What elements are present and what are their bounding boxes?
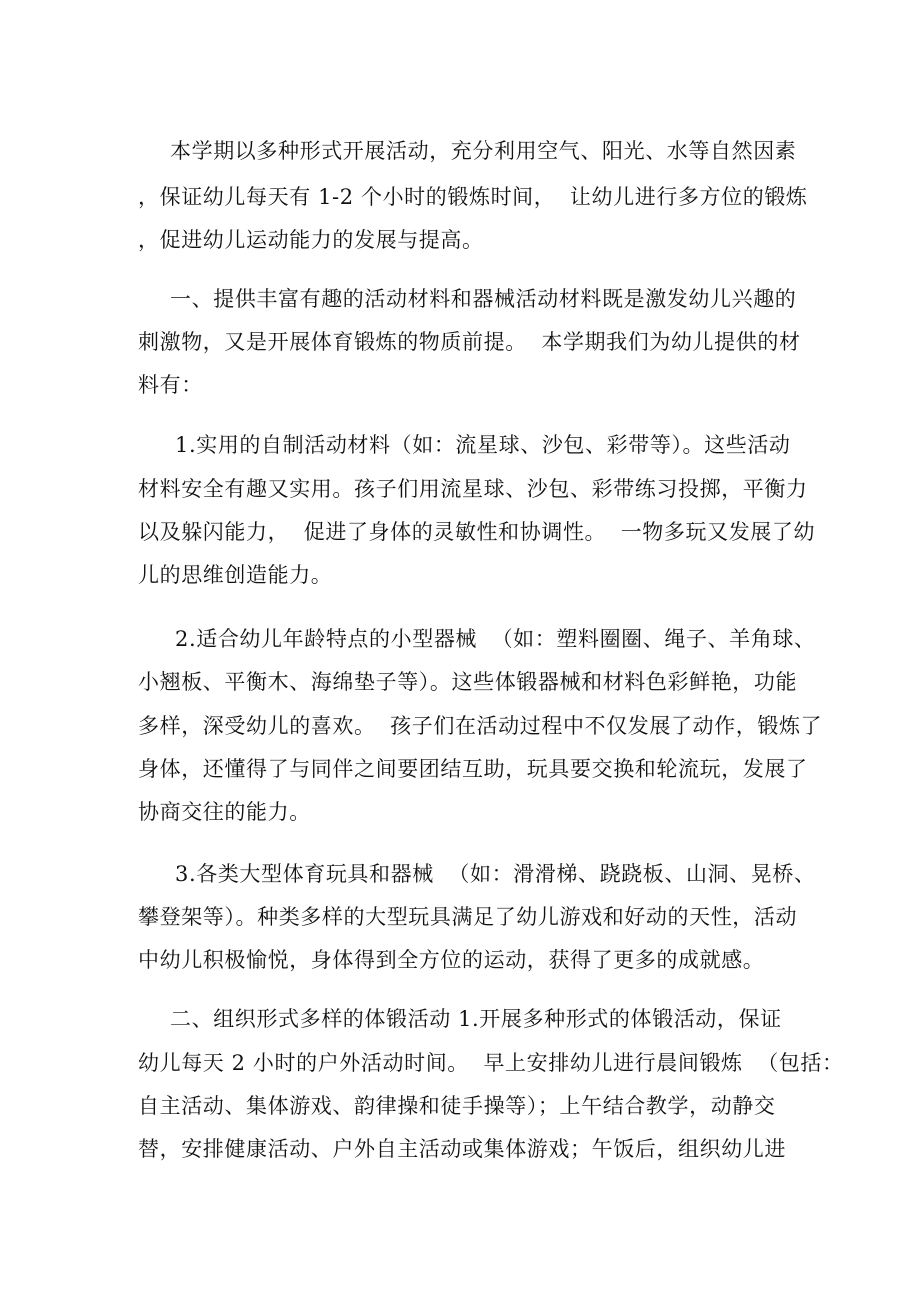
text-line: 协商交往的能力。 [138, 800, 311, 824]
text-line: 材料安全有趣又实用。孩子们用流星球、沙包、彩带练习投掷，平衡力 [138, 477, 808, 501]
text-line: 二、组织形式多样的体锻活动 1.开展多种形式的体锻活动，保证 [170, 1007, 782, 1031]
text-line: 多样，深受幼儿的喜欢。 孩子们在活动过程中不仅发展了动作，锻炼了 [138, 714, 823, 738]
text-line: 中幼儿积极愉悦，身体得到全方位的运动，获得了更多的成就感。 [138, 948, 765, 972]
text-line: 2.适合幼儿年龄特点的小型器械 （如：塑料圈圈、绳子、羊角球、 [175, 627, 816, 651]
text-line: ，促进幼儿运动能力的发展与提高。 [138, 228, 484, 252]
text-line: 以及躲闪能力， 促进了身体的灵敏性和协调性。 一物多玩又发展了幼 [138, 520, 816, 544]
text-line: ，保证幼儿每天有 1-2 个小时的锻炼时间， 让幼儿进行多方位的锻炼 [138, 185, 808, 209]
text-line: 幼儿每天 2 小时的户外活动时间。 早上安排幼儿进行晨间锻炼 （包括： [138, 1051, 844, 1075]
text-line: 儿的思维创造能力。 [138, 563, 333, 587]
text-line: 身体，还懂得了与同伴之间要团结互助，玩具要交换和轮流玩，发展了 [138, 757, 808, 781]
text-line: 3.各类大型体育玩具和器械 （如：滑滑梯、跷跷板、山洞、晃桥、 [175, 862, 816, 886]
text-line: 一、提供丰富有趣的活动材料和器械活动材料既是激发幼儿兴趣的 [170, 287, 797, 311]
text-line: 自主活动、集体游戏、韵律操和徒手操等）；上午结合教学，动静交 [138, 1094, 776, 1118]
text-line: 刺激物，又是开展体育锻炼的物质前提。 本学期我们为幼儿提供的材 [138, 330, 801, 354]
text-line: 小翘板、平衡木、海绵垫子等）。这些体锻器械和材料色彩鲜艳，功能 [138, 670, 798, 694]
text-line: 替，安排健康活动、户外自主活动或集体游戏；午饭后，组织幼儿进 [138, 1137, 786, 1161]
text-line: 料有： [138, 373, 203, 397]
text-line: 本学期以多种形式开展活动，充分利用空气、阳光、水等自然因素 [170, 139, 797, 163]
text-line: 攀登架等）。种类多样的大型玩具满足了幼儿游戏和好动的天性，活动 [138, 905, 798, 929]
text-line: 1.实用的自制活动材料（如：流星球、沙包、彩带等）。这些活动 [175, 433, 791, 457]
